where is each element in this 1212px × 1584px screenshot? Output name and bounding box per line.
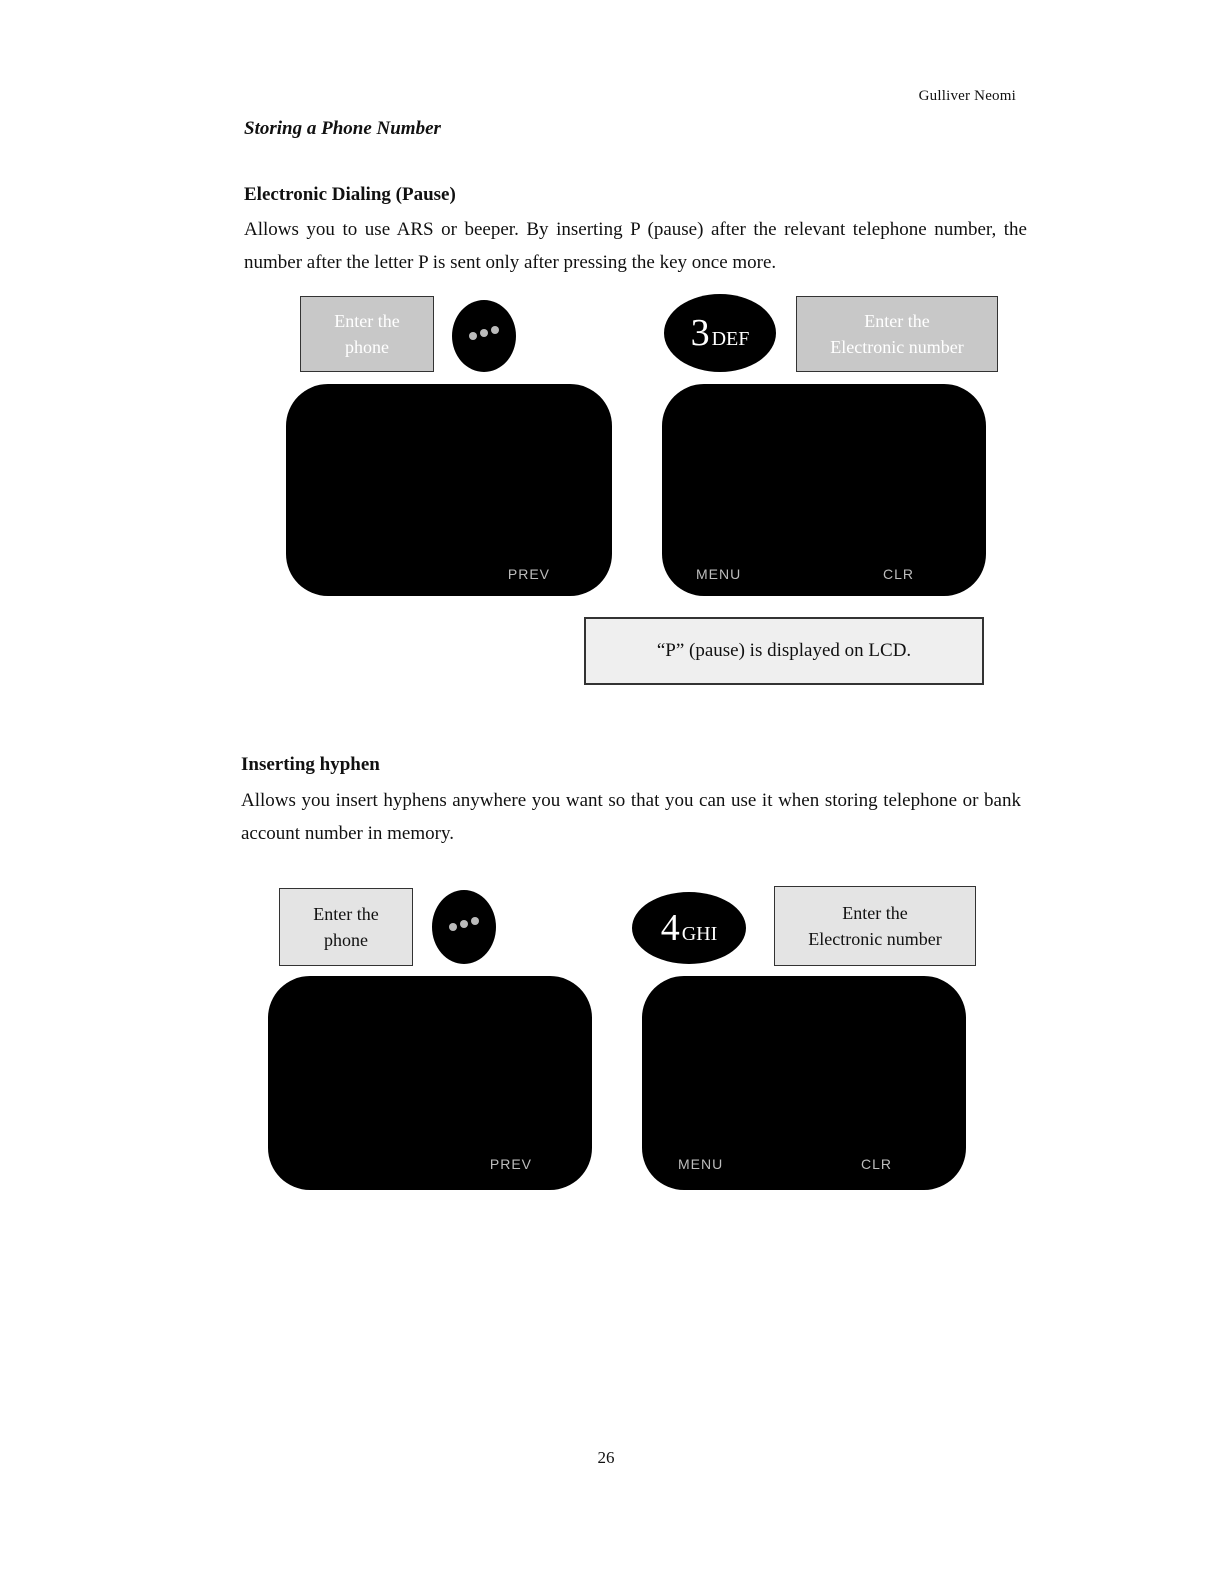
softkey-prev[interactable]: PREV	[489, 1156, 532, 1172]
page-number: 26	[597, 1448, 615, 1467]
key-digit: 3	[690, 312, 710, 354]
label-line: Electronic number	[808, 929, 942, 949]
section-title: Storing a Phone Number	[244, 118, 441, 139]
paragraph-electronic-dialing: Allows you to use ARS or beeper. By inserting P (pause) after the relevant telephone number, the number after the letter P is sent only after pressing the key once more.	[244, 219, 1027, 273]
paragraph-inserting-hyphen: Allows you insert hyphens anywhere you want so that you can use it when storing telephone or bank account number in memory.	[241, 790, 1021, 844]
lcd-screen-right	[662, 384, 986, 596]
key-3-def[interactable]	[664, 294, 776, 372]
softkey-prev[interactable]: PREV	[507, 566, 550, 582]
label-line: Enter the	[842, 903, 908, 923]
lcd-note-callout: “P” (pause) is displayed on LCD.	[584, 617, 984, 685]
running-header: Gulliver Neomi	[918, 88, 1016, 104]
pause-dots-icon	[449, 923, 479, 931]
enter-electronic-number-label	[774, 886, 976, 966]
pause-dots-icon	[469, 332, 499, 340]
lcd-screen-left	[268, 976, 592, 1190]
enter-electronic-number-label	[796, 296, 998, 372]
pause-key[interactable]	[452, 300, 516, 372]
label-line: Enter the	[864, 311, 930, 331]
heading-electronic-dialing: Electronic Dialing (Pause)	[244, 184, 456, 205]
softkey-menu[interactable]: MENU	[678, 1156, 724, 1172]
key-letters: GHI	[681, 923, 718, 945]
key-4-ghi[interactable]	[632, 892, 746, 964]
key-letters: DEF	[711, 328, 750, 350]
softkey-clr[interactable]: CLR	[882, 566, 914, 582]
enter-phone-label	[300, 296, 434, 372]
softkey-clr[interactable]: CLR	[860, 1156, 892, 1172]
softkey-menu[interactable]: MENU	[696, 566, 742, 582]
pause-key[interactable]	[432, 890, 496, 964]
label-line: phone	[324, 930, 368, 950]
label-line: Enter the	[334, 311, 400, 331]
lcd-screen-right	[642, 976, 966, 1190]
key-digit: 4	[660, 907, 680, 949]
label-line: Electronic number	[830, 337, 964, 357]
lcd-screen-left	[286, 384, 612, 596]
heading-inserting-hyphen: Inserting hyphen	[241, 754, 380, 775]
label-line: Enter the	[313, 904, 379, 924]
enter-phone-label	[279, 888, 413, 966]
label-line: phone	[345, 337, 389, 357]
